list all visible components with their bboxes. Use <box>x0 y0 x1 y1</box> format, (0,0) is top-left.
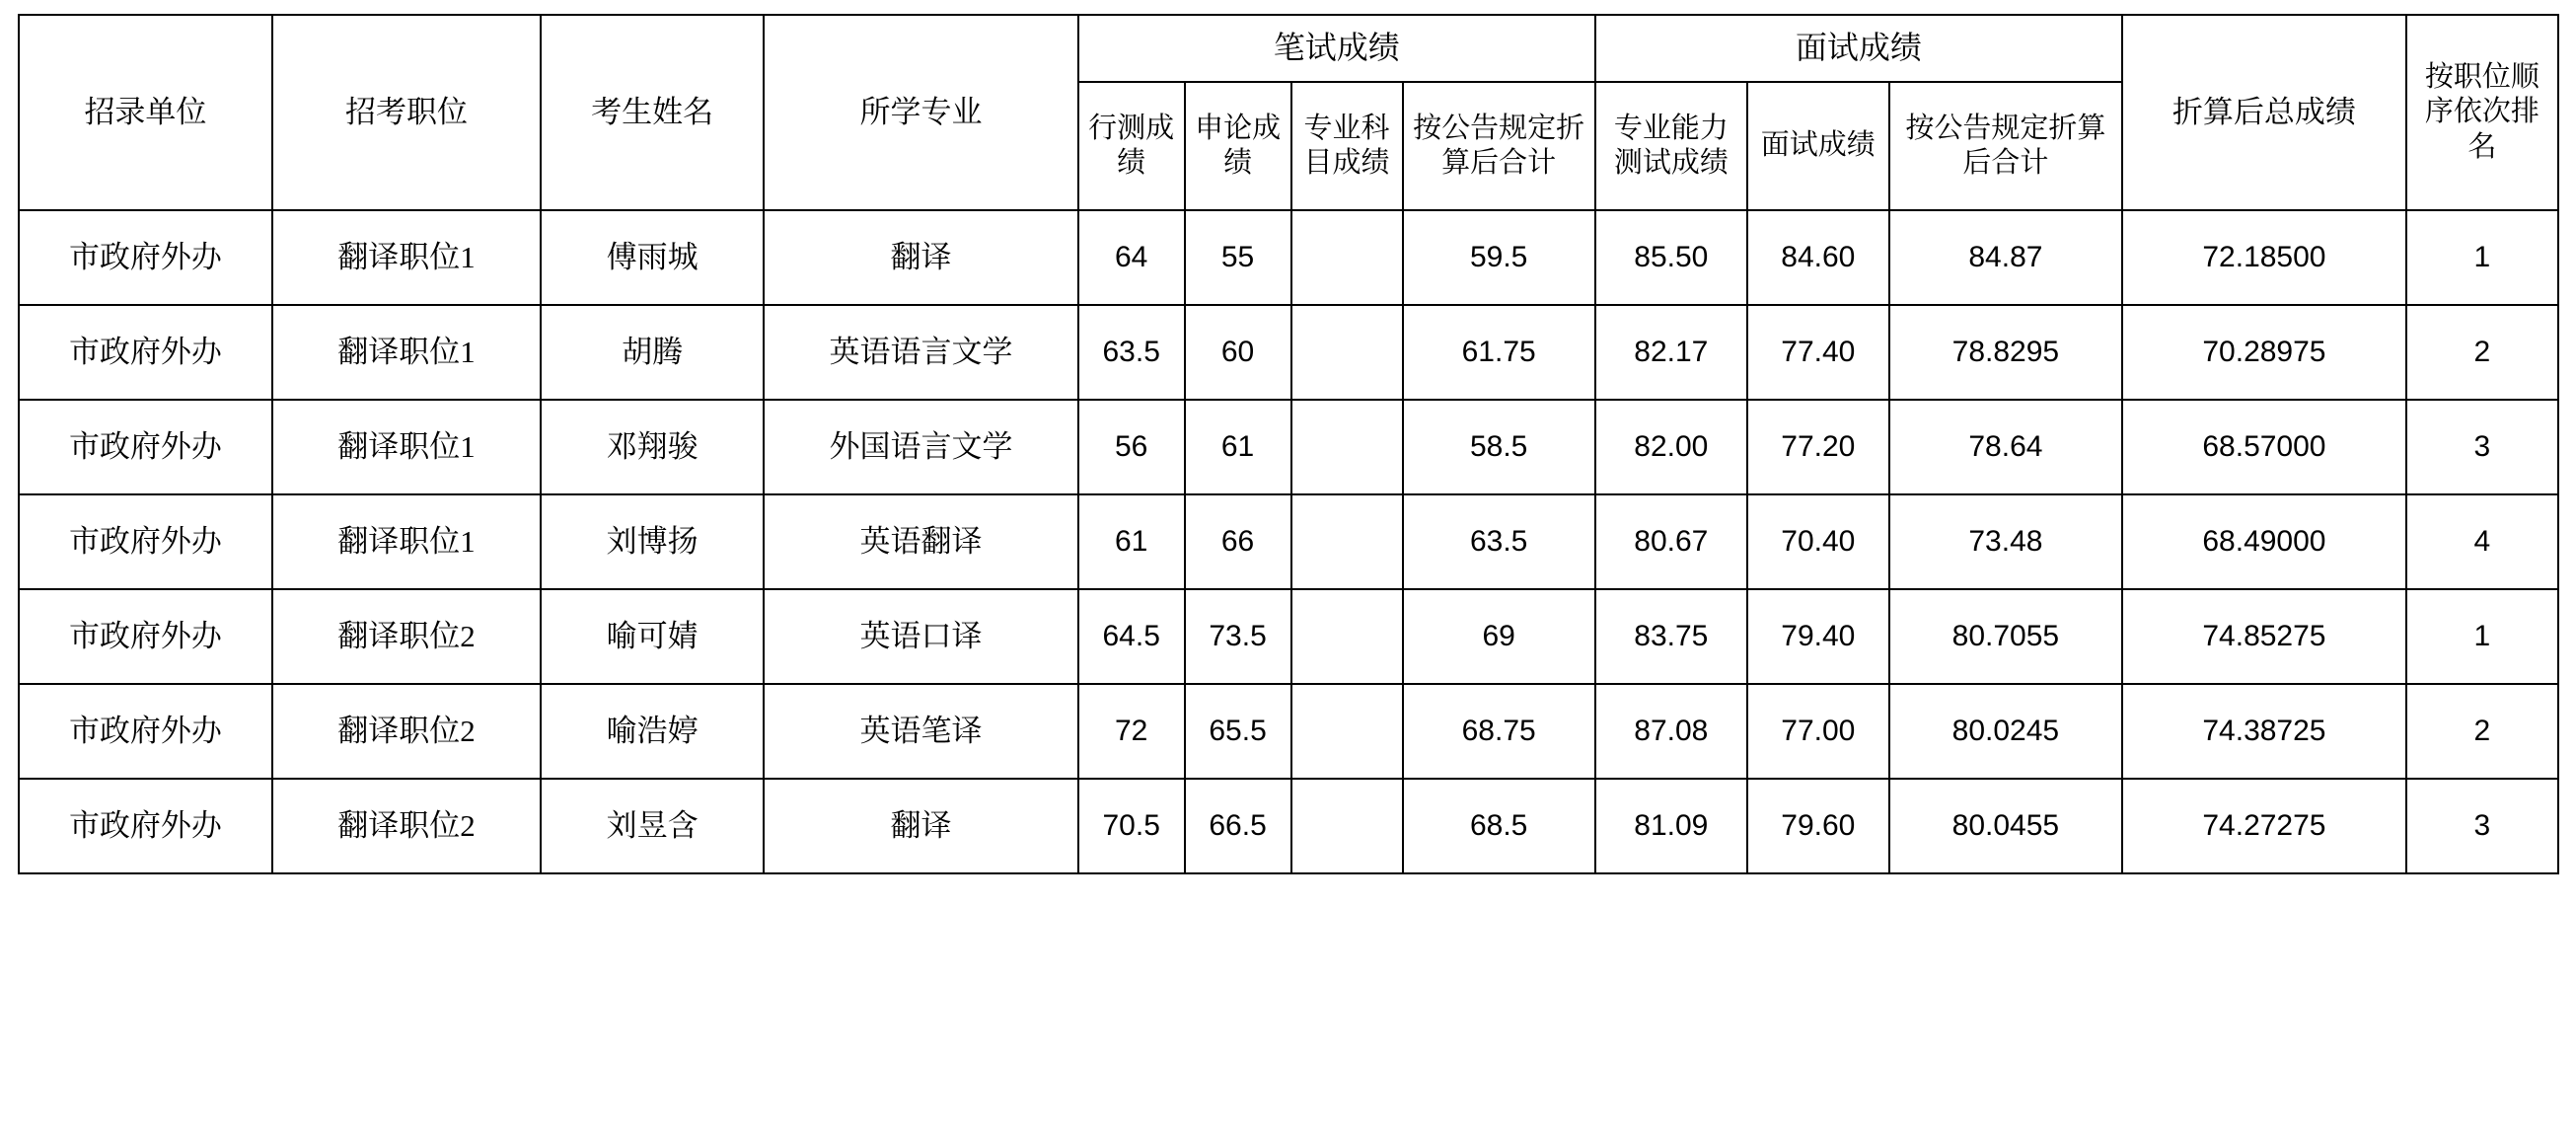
cell-interview-total: 78.64 <box>1889 400 2122 494</box>
cell-rank: 1 <box>2406 589 2558 684</box>
cell-interview-total: 78.8295 <box>1889 305 2122 400</box>
cell-interview-score: 77.00 <box>1747 684 1889 779</box>
cell-post: 翻译职位1 <box>272 305 541 400</box>
cell-shenlun: 55 <box>1185 210 1291 305</box>
cell-final-total: 74.85275 <box>2122 589 2406 684</box>
col-header-major: 所学专业 <box>764 15 1078 210</box>
col-header-name: 考生姓名 <box>541 15 764 210</box>
table-row <box>19 400 2558 494</box>
col-header-rank: 按职位顺序依次排名 <box>2406 15 2558 210</box>
cell-major: 翻译 <box>764 210 1078 305</box>
table-row <box>19 305 2558 400</box>
cell-xingce: 64 <box>1078 210 1185 305</box>
cell-ability-test: 83.75 <box>1595 589 1747 684</box>
cell-unit: 市政府外办 <box>19 494 272 589</box>
cell-interview-total: 73.48 <box>1889 494 2122 589</box>
col-header-xingce: 行测成绩 <box>1078 82 1185 210</box>
cell-major: 外国语言文学 <box>764 400 1078 494</box>
cell-interview-total: 84.87 <box>1889 210 2122 305</box>
cell-interview-score: 77.40 <box>1747 305 1889 400</box>
cell-ability-test: 82.17 <box>1595 305 1747 400</box>
cell-rank: 2 <box>2406 305 2558 400</box>
cell-interview-total: 80.0455 <box>1889 779 2122 873</box>
cell-ability-test: 87.08 <box>1595 684 1747 779</box>
cell-zhuanye <box>1291 400 1403 494</box>
col-header-zhuanye: 专业科目成绩 <box>1291 82 1403 210</box>
cell-final-total: 74.27275 <box>2122 779 2406 873</box>
cell-interview-score: 70.40 <box>1747 494 1889 589</box>
cell-ability-test: 82.00 <box>1595 400 1747 494</box>
cell-interview-score: 77.20 <box>1747 400 1889 494</box>
cell-ability-test: 81.09 <box>1595 779 1747 873</box>
cell-xingce: 70.5 <box>1078 779 1185 873</box>
cell-rank: 1 <box>2406 210 2558 305</box>
cell-written-total: 61.75 <box>1403 305 1595 400</box>
cell-written-total: 58.5 <box>1403 400 1595 494</box>
cell-unit: 市政府外办 <box>19 779 272 873</box>
cell-name: 喻可婧 <box>541 589 764 684</box>
cell-ability-test: 80.67 <box>1595 494 1747 589</box>
cell-interview-score: 79.60 <box>1747 779 1889 873</box>
cell-post: 翻译职位1 <box>272 400 541 494</box>
cell-final-total: 74.38725 <box>2122 684 2406 779</box>
cell-zhuanye <box>1291 589 1403 684</box>
table-row <box>19 494 2558 589</box>
cell-unit: 市政府外办 <box>19 305 272 400</box>
table-row <box>19 210 2558 305</box>
cell-final-total: 68.49000 <box>2122 494 2406 589</box>
table-header <box>19 15 2558 210</box>
cell-name: 喻浩婷 <box>541 684 764 779</box>
cell-written-total: 69 <box>1403 589 1595 684</box>
col-header-post: 招考职位 <box>272 15 541 210</box>
col-header-unit: 招录单位 <box>19 15 272 210</box>
cell-major: 翻译 <box>764 779 1078 873</box>
cell-name: 刘博扬 <box>541 494 764 589</box>
cell-post: 翻译职位2 <box>272 684 541 779</box>
group-header-written-exam: 笔试成绩 <box>1078 15 1595 82</box>
cell-zhuanye <box>1291 210 1403 305</box>
cell-shenlun: 61 <box>1185 400 1291 494</box>
cell-shenlun: 66 <box>1185 494 1291 589</box>
cell-post: 翻译职位2 <box>272 589 541 684</box>
cell-major: 英语语言文学 <box>764 305 1078 400</box>
cell-major: 英语笔译 <box>764 684 1078 779</box>
header-row-groups <box>19 15 2558 82</box>
cell-zhuanye <box>1291 684 1403 779</box>
cell-post: 翻译职位1 <box>272 210 541 305</box>
cell-post: 翻译职位1 <box>272 494 541 589</box>
cell-shenlun: 60 <box>1185 305 1291 400</box>
cell-ability-test: 85.50 <box>1595 210 1747 305</box>
cell-interview-total: 80.7055 <box>1889 589 2122 684</box>
cell-xingce: 61 <box>1078 494 1185 589</box>
col-header-ability-test: 专业能力测试成绩 <box>1595 82 1747 210</box>
cell-interview-score: 79.40 <box>1747 589 1889 684</box>
cell-shenlun: 73.5 <box>1185 589 1291 684</box>
cell-major: 英语口译 <box>764 589 1078 684</box>
cell-xingce: 63.5 <box>1078 305 1185 400</box>
cell-interview-total: 80.0245 <box>1889 684 2122 779</box>
col-header-written-total: 按公告规定折算后合计 <box>1403 82 1595 210</box>
cell-final-total: 72.18500 <box>2122 210 2406 305</box>
group-header-interview: 面试成绩 <box>1595 15 2122 82</box>
col-header-interview-total: 按公告规定折算后合计 <box>1889 82 2122 210</box>
cell-final-total: 70.28975 <box>2122 305 2406 400</box>
cell-unit: 市政府外办 <box>19 400 272 494</box>
table-row <box>19 589 2558 684</box>
cell-unit: 市政府外办 <box>19 684 272 779</box>
cell-zhuanye <box>1291 305 1403 400</box>
cell-xingce: 56 <box>1078 400 1185 494</box>
cell-name: 刘昱含 <box>541 779 764 873</box>
cell-rank: 2 <box>2406 684 2558 779</box>
cell-major: 英语翻译 <box>764 494 1078 589</box>
cell-name: 胡腾 <box>541 305 764 400</box>
table-body <box>19 210 2558 873</box>
cell-written-total: 63.5 <box>1403 494 1595 589</box>
cell-written-total: 68.75 <box>1403 684 1595 779</box>
cell-rank: 4 <box>2406 494 2558 589</box>
cell-interview-score: 84.60 <box>1747 210 1889 305</box>
col-header-shenlun: 申论成绩 <box>1185 82 1291 210</box>
cell-xingce: 64.5 <box>1078 589 1185 684</box>
cell-written-total: 68.5 <box>1403 779 1595 873</box>
cell-shenlun: 66.5 <box>1185 779 1291 873</box>
cell-zhuanye <box>1291 779 1403 873</box>
cell-post: 翻译职位2 <box>272 779 541 873</box>
cell-rank: 3 <box>2406 779 2558 873</box>
cell-shenlun: 65.5 <box>1185 684 1291 779</box>
cell-xingce: 72 <box>1078 684 1185 779</box>
score-table <box>18 14 2559 874</box>
col-header-final-total: 折算后总成绩 <box>2122 15 2406 210</box>
cell-written-total: 59.5 <box>1403 210 1595 305</box>
cell-final-total: 68.57000 <box>2122 400 2406 494</box>
col-header-interview-score: 面试成绩 <box>1747 82 1889 210</box>
cell-unit: 市政府外办 <box>19 589 272 684</box>
table-row <box>19 779 2558 873</box>
cell-name: 傅雨城 <box>541 210 764 305</box>
cell-unit: 市政府外办 <box>19 210 272 305</box>
cell-rank: 3 <box>2406 400 2558 494</box>
table-row <box>19 684 2558 779</box>
cell-zhuanye <box>1291 494 1403 589</box>
cell-name: 邓翔骏 <box>541 400 764 494</box>
